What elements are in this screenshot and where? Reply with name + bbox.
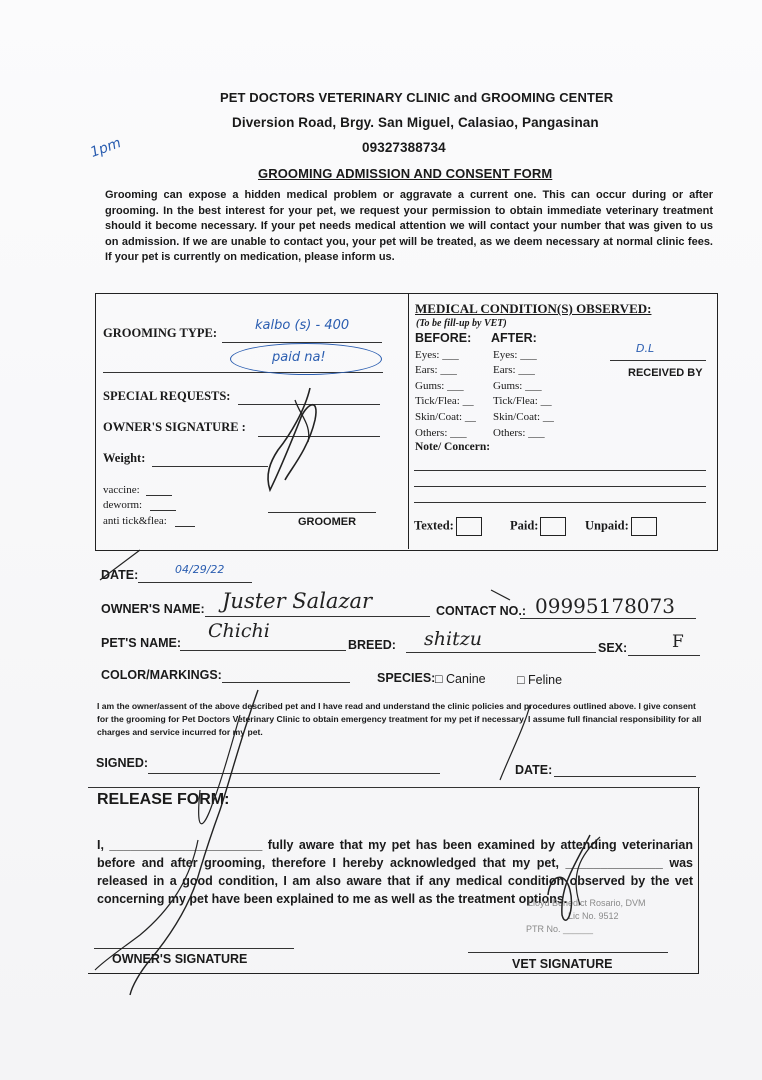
- owner-big-signature: [80, 540, 280, 1000]
- weight-label: Weight:: [103, 451, 146, 465]
- intro-text: Grooming can expose a hidden medical problem or aggravate a current one. This can occur during or after grooming. In the best interest for your pet, we request your permission to obtain immediate veterinary treatment should it become necessary. If your pet needs medical attention we will contact your number that was given to us on admission. If we are unable to contact you, your pet will be treated, as we deem necessary at normal clinic fees. If your pet is currently on medication, please inform us.: [105, 189, 713, 263]
- note-line-2: [414, 486, 706, 487]
- groomer-line: [268, 512, 376, 513]
- signed-date-label: DATE:: [515, 763, 553, 777]
- received-value: D.L: [636, 342, 655, 355]
- after-eyes: Eyes: ___: [493, 349, 537, 361]
- vet-stamp-name: Lloyd Benedict Rosario, DVM: [528, 898, 646, 908]
- unpaid-field: [585, 517, 657, 536]
- breed-value: shitzu: [424, 628, 482, 650]
- after-ears: Ears: ___: [493, 364, 535, 376]
- grooming-type-label: GROOMING TYPE:: [103, 326, 218, 340]
- feline-option[interactable]: □ Feline: [517, 673, 563, 687]
- species-label: SPECIES:: [377, 671, 436, 685]
- special-requests-label: SPECIAL REQUESTS:: [103, 389, 231, 403]
- vet-stamp-ptr: PTR No. ______: [526, 924, 594, 934]
- deworm-line: [150, 510, 176, 511]
- signed-label: SIGNED:: [96, 756, 149, 770]
- owner-signature-label: OWNER'S SIGNATURE :: [103, 420, 246, 434]
- color-label: COLOR/MARKINGS:: [101, 668, 222, 682]
- vet-sig-line: [468, 952, 668, 953]
- anti-tick-line: [175, 526, 195, 527]
- received-line: [610, 360, 706, 361]
- note-line-3: [414, 502, 706, 503]
- vaccine-label: vaccine:: [103, 484, 140, 496]
- form-title: GROOMING ADMISSION AND CONSENT FORM: [258, 166, 553, 181]
- row-label: Tick/Flea:: [415, 395, 460, 407]
- clinic-address: Diversion Road, Brgy. San Miguel, Calasiao, Pangasinan: [232, 115, 599, 130]
- anti-tick-label: anti tick&flea:: [103, 515, 167, 527]
- sex-value: F: [672, 632, 684, 652]
- row-label: Skin/Coat:: [415, 411, 463, 423]
- release-text: I, ______________________ fully aware that my pet has been examined by attending veterinarian before and after grooming, therefore I hereby acknowledged that my pet, ______________ was released in a good condition, I am also aware that if any medical condition observed by the vet concerning my pet have been explained to me as well as the treatment options.: [97, 838, 693, 906]
- row-label: Others:: [493, 427, 526, 439]
- row-label: Eyes:: [415, 349, 440, 361]
- before-eyes: Eyes: ___: [415, 349, 459, 361]
- margin-note: 1pm: [88, 135, 124, 161]
- before-others: Others: ___: [415, 427, 467, 439]
- clinic-name: PET DOCTORS VETERINARY CLINIC and GROOMING CENTER: [220, 90, 614, 105]
- row-label: Tick/Flea:: [493, 395, 538, 407]
- box-divider: [408, 293, 409, 549]
- contact-label: CONTACT NO.:: [436, 604, 527, 618]
- unpaid-checkbox[interactable]: [631, 517, 657, 536]
- breed-label: BREED:: [348, 638, 396, 652]
- deworm-label: deworm:: [103, 499, 143, 511]
- before-label: BEFORE:: [415, 331, 472, 345]
- after-label: AFTER:: [491, 331, 537, 345]
- row-label: Ears:: [415, 364, 438, 376]
- owner-name-label: OWNER'S NAME:: [101, 602, 205, 616]
- unpaid-label: Unpaid:: [585, 518, 629, 533]
- row-label: Ears:: [493, 364, 516, 376]
- grooming-type-value: kalbo (s) - 400: [255, 318, 350, 333]
- canine-option[interactable]: □ Canine: [435, 672, 486, 686]
- pet-name-label: PET'S NAME:: [101, 636, 182, 650]
- contact-value: 09995178073: [535, 594, 675, 618]
- note-label: Note/ Concern:: [415, 441, 491, 453]
- after-others: Others: ___: [493, 427, 545, 439]
- pet-name-value: Chichi: [208, 620, 270, 642]
- paid-field: [510, 517, 566, 536]
- consent-text: I am the owner/assent of the above described pet and I have read and understand the clinic policies and procedures outlined above. I give consent for the grooming for Pet Doctors Veterinary Clinic to obtain emergency treatment for my pet if necessary. I assume full financial responsibility for all charges and service incurred for my pet.: [97, 701, 702, 737]
- groomer-label: GROOMER: [298, 516, 357, 528]
- texted-checkbox[interactable]: [456, 517, 482, 536]
- row-label: Eyes:: [493, 349, 518, 361]
- before-skin: Skin/Coat: __: [415, 411, 476, 423]
- vet-sig-label: VET SIGNATURE: [512, 957, 613, 971]
- vet-stamp-lic: Lic No. 9512: [568, 911, 619, 921]
- owner-signature-scribble: [250, 380, 340, 500]
- clinic-phone: 09327388734: [362, 140, 446, 155]
- sex-label: SEX:: [598, 641, 628, 655]
- date-value: 04/29/22: [175, 563, 225, 576]
- owner-sig-label: OWNER'S SIGNATURE: [112, 952, 248, 966]
- after-tick: Tick/Flea: __: [493, 395, 552, 407]
- sex-line: [628, 655, 700, 656]
- row-label: Gums:: [493, 380, 523, 392]
- release-title: RELEASE FORM:: [97, 791, 230, 808]
- paid-note: paid na!: [272, 350, 326, 365]
- texted-label: Texted:: [414, 518, 454, 533]
- vaccine-line: [146, 495, 172, 496]
- medical-title: MEDICAL CONDITION(S) OBSERVED:: [415, 301, 652, 316]
- row-label: Others:: [415, 427, 448, 439]
- note-line-1: [414, 470, 706, 471]
- texted-field: [414, 517, 482, 536]
- after-skin: Skin/Coat: __: [493, 411, 554, 423]
- medical-subtitle: (To be fill-up by VET): [416, 318, 507, 329]
- row-label: Skin/Coat:: [493, 411, 541, 423]
- before-ears: Ears: ___: [415, 364, 457, 376]
- before-gums: Gums: ___: [415, 380, 464, 392]
- before-tick: Tick/Flea: __: [415, 395, 474, 407]
- date-label: DATE:: [101, 568, 139, 582]
- owner-name-value: Juster Salazar: [222, 589, 373, 613]
- after-gums: Gums: ___: [493, 380, 542, 392]
- received-label: RECEIVED BY: [628, 367, 703, 379]
- paid-label: Paid:: [510, 518, 539, 533]
- paid-checkbox[interactable]: [540, 517, 566, 536]
- row-label: Gums:: [415, 380, 445, 392]
- vet-big-signature: [490, 575, 610, 945]
